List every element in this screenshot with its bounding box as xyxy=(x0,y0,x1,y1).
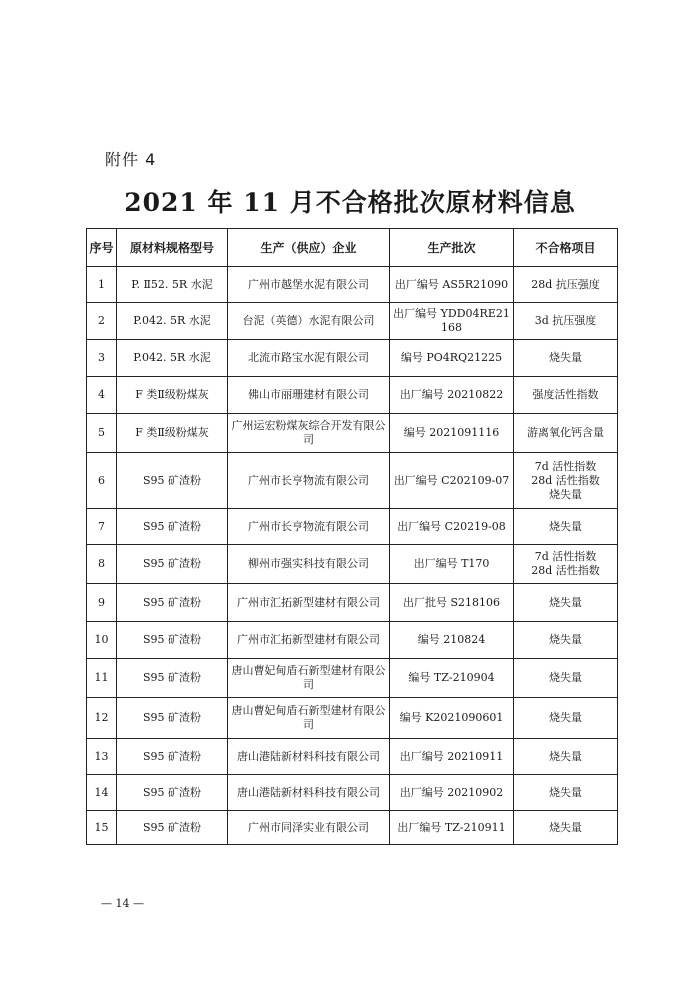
table-row xyxy=(87,453,618,509)
cell-material-spec: F 类Ⅱ级粉煤灰 xyxy=(117,377,228,414)
table-row xyxy=(87,414,618,453)
table-row xyxy=(87,584,618,622)
cell-batch: 出厂编号 T170 xyxy=(390,545,514,584)
table-row xyxy=(87,775,618,811)
cell-failed-item: 烧失量 xyxy=(514,622,618,659)
cell-failed-item: 烧失量 xyxy=(514,659,618,698)
cell-serial-number: 9 xyxy=(87,584,117,622)
cell-failed-item: 烧失量 xyxy=(514,811,618,845)
cell-batch: 出厂编号 AS5R21090 xyxy=(390,267,514,303)
cell-failed-item: 7d 活性指数 28d 活性指数 烧失量 xyxy=(514,453,618,509)
cell-manufacturer: 广州市汇拓新型建材有限公司 xyxy=(228,622,390,659)
cell-serial-number: 11 xyxy=(87,659,117,698)
table-row xyxy=(87,267,618,303)
cell-batch: 出厂编号 C20219-08 xyxy=(390,509,514,545)
cell-batch: 出厂编号 C202109-07 xyxy=(390,453,514,509)
cell-failed-item: 烧失量 xyxy=(514,509,618,545)
cell-batch: 编号 K2021090601 xyxy=(390,698,514,739)
table-header-row xyxy=(87,229,618,267)
cell-manufacturer: 广州运宏粉煤灰综合开发有限公司 xyxy=(228,414,390,453)
cell-material-spec: P.042. 5R 水泥 xyxy=(117,303,228,340)
cell-batch: 出厂编号 TZ-210911 xyxy=(390,811,514,845)
cell-material-spec: S95 矿渣粉 xyxy=(117,509,228,545)
cell-material-spec: S95 矿渣粉 xyxy=(117,811,228,845)
cell-manufacturer: 唐山港陆新材料科技有限公司 xyxy=(228,739,390,775)
cell-serial-number: 6 xyxy=(87,453,117,509)
cell-serial-number: 2 xyxy=(87,303,117,340)
cell-batch: 编号 TZ-210904 xyxy=(390,659,514,698)
document-title: 2021 年 11 月不合格批次原材料信息 xyxy=(124,188,576,217)
cell-material-spec: S95 矿渣粉 xyxy=(117,698,228,739)
table-row xyxy=(87,698,618,739)
cell-failed-item: 烧失量 xyxy=(514,698,618,739)
cell-failed-item: 7d 活性指数 28d 活性指数 xyxy=(514,545,618,584)
cell-manufacturer: 佛山市丽珊建材有限公司 xyxy=(228,377,390,414)
cell-manufacturer: 唐山曹妃甸盾石新型建材有限公司 xyxy=(228,698,390,739)
cell-manufacturer: 广州市同泽实业有限公司 xyxy=(228,811,390,845)
header-material-spec: 原材料规格型号 xyxy=(117,229,228,267)
page-number: — 14 — xyxy=(101,897,144,910)
cell-manufacturer: 广州市汇拓新型建材有限公司 xyxy=(228,584,390,622)
cell-material-spec: P. Ⅱ52. 5R 水泥 xyxy=(117,267,228,303)
cell-manufacturer: 广州市越堡水泥有限公司 xyxy=(228,267,390,303)
cell-failed-item: 3d 抗压强度 xyxy=(514,303,618,340)
cell-serial-number: 7 xyxy=(87,509,117,545)
header-failed-item: 不合格项目 xyxy=(514,229,618,267)
cell-failed-item: 烧失量 xyxy=(514,584,618,622)
table-row xyxy=(87,622,618,659)
cell-serial-number: 8 xyxy=(87,545,117,584)
table-row xyxy=(87,340,618,377)
header-serial-number: 序号 xyxy=(87,229,117,267)
cell-material-spec: P.042. 5R 水泥 xyxy=(117,340,228,377)
cell-failed-item: 烧失量 xyxy=(514,340,618,377)
header-manufacturer: 生产（供应）企业 xyxy=(228,229,390,267)
table-row xyxy=(87,811,618,845)
cell-batch: 出厂编号 20210902 xyxy=(390,775,514,811)
table-row xyxy=(87,509,618,545)
cell-manufacturer: 北流市路宝水泥有限公司 xyxy=(228,340,390,377)
cell-material-spec: S95 矿渣粉 xyxy=(117,545,228,584)
attachment-label: 附件 4 xyxy=(105,150,157,169)
cell-material-spec: F 类Ⅱ级粉煤灰 xyxy=(117,414,228,453)
cell-failed-item: 烧失量 xyxy=(514,739,618,775)
table-row xyxy=(87,739,618,775)
cell-serial-number: 5 xyxy=(87,414,117,453)
table-row xyxy=(87,545,618,584)
cell-batch: 编号 210824 xyxy=(390,622,514,659)
cell-material-spec: S95 矿渣粉 xyxy=(117,739,228,775)
cell-serial-number: 15 xyxy=(87,811,117,845)
cell-batch: 编号 2021091116 xyxy=(390,414,514,453)
cell-failed-item: 28d 抗压强度 xyxy=(514,267,618,303)
cell-manufacturer: 广州市长亨物流有限公司 xyxy=(228,453,390,509)
nonconforming-materials-table xyxy=(86,228,618,845)
cell-batch: 出厂编号 YDD04RE21168 xyxy=(390,303,514,340)
cell-manufacturer: 广州市长亨物流有限公司 xyxy=(228,509,390,545)
cell-failed-item: 游离氧化钙含量 xyxy=(514,414,618,453)
header-batch: 生产批次 xyxy=(390,229,514,267)
table-row xyxy=(87,659,618,698)
cell-material-spec: S95 矿渣粉 xyxy=(117,659,228,698)
cell-batch: 出厂编号 20210822 xyxy=(390,377,514,414)
cell-serial-number: 10 xyxy=(87,622,117,659)
cell-material-spec: S95 矿渣粉 xyxy=(117,775,228,811)
cell-manufacturer: 唐山曹妃甸盾石新型建材有限公司 xyxy=(228,659,390,698)
cell-serial-number: 3 xyxy=(87,340,117,377)
cell-batch: 编号 PO4RQ21225 xyxy=(390,340,514,377)
table-row xyxy=(87,377,618,414)
cell-manufacturer: 柳州市强实科技有限公司 xyxy=(228,545,390,584)
cell-batch: 出厂编号 20210911 xyxy=(390,739,514,775)
cell-manufacturer: 唐山港陆新材料科技有限公司 xyxy=(228,775,390,811)
cell-failed-item: 烧失量 xyxy=(514,775,618,811)
cell-serial-number: 4 xyxy=(87,377,117,414)
cell-material-spec: S95 矿渣粉 xyxy=(117,453,228,509)
cell-batch: 出厂批号 S218106 xyxy=(390,584,514,622)
cell-material-spec: S95 矿渣粉 xyxy=(117,622,228,659)
cell-material-spec: S95 矿渣粉 xyxy=(117,584,228,622)
table-row xyxy=(87,303,618,340)
cell-manufacturer: 台泥（英德）水泥有限公司 xyxy=(228,303,390,340)
cell-serial-number: 1 xyxy=(87,267,117,303)
cell-serial-number: 12 xyxy=(87,698,117,739)
cell-serial-number: 13 xyxy=(87,739,117,775)
cell-serial-number: 14 xyxy=(87,775,117,811)
cell-failed-item: 强度活性指数 xyxy=(514,377,618,414)
